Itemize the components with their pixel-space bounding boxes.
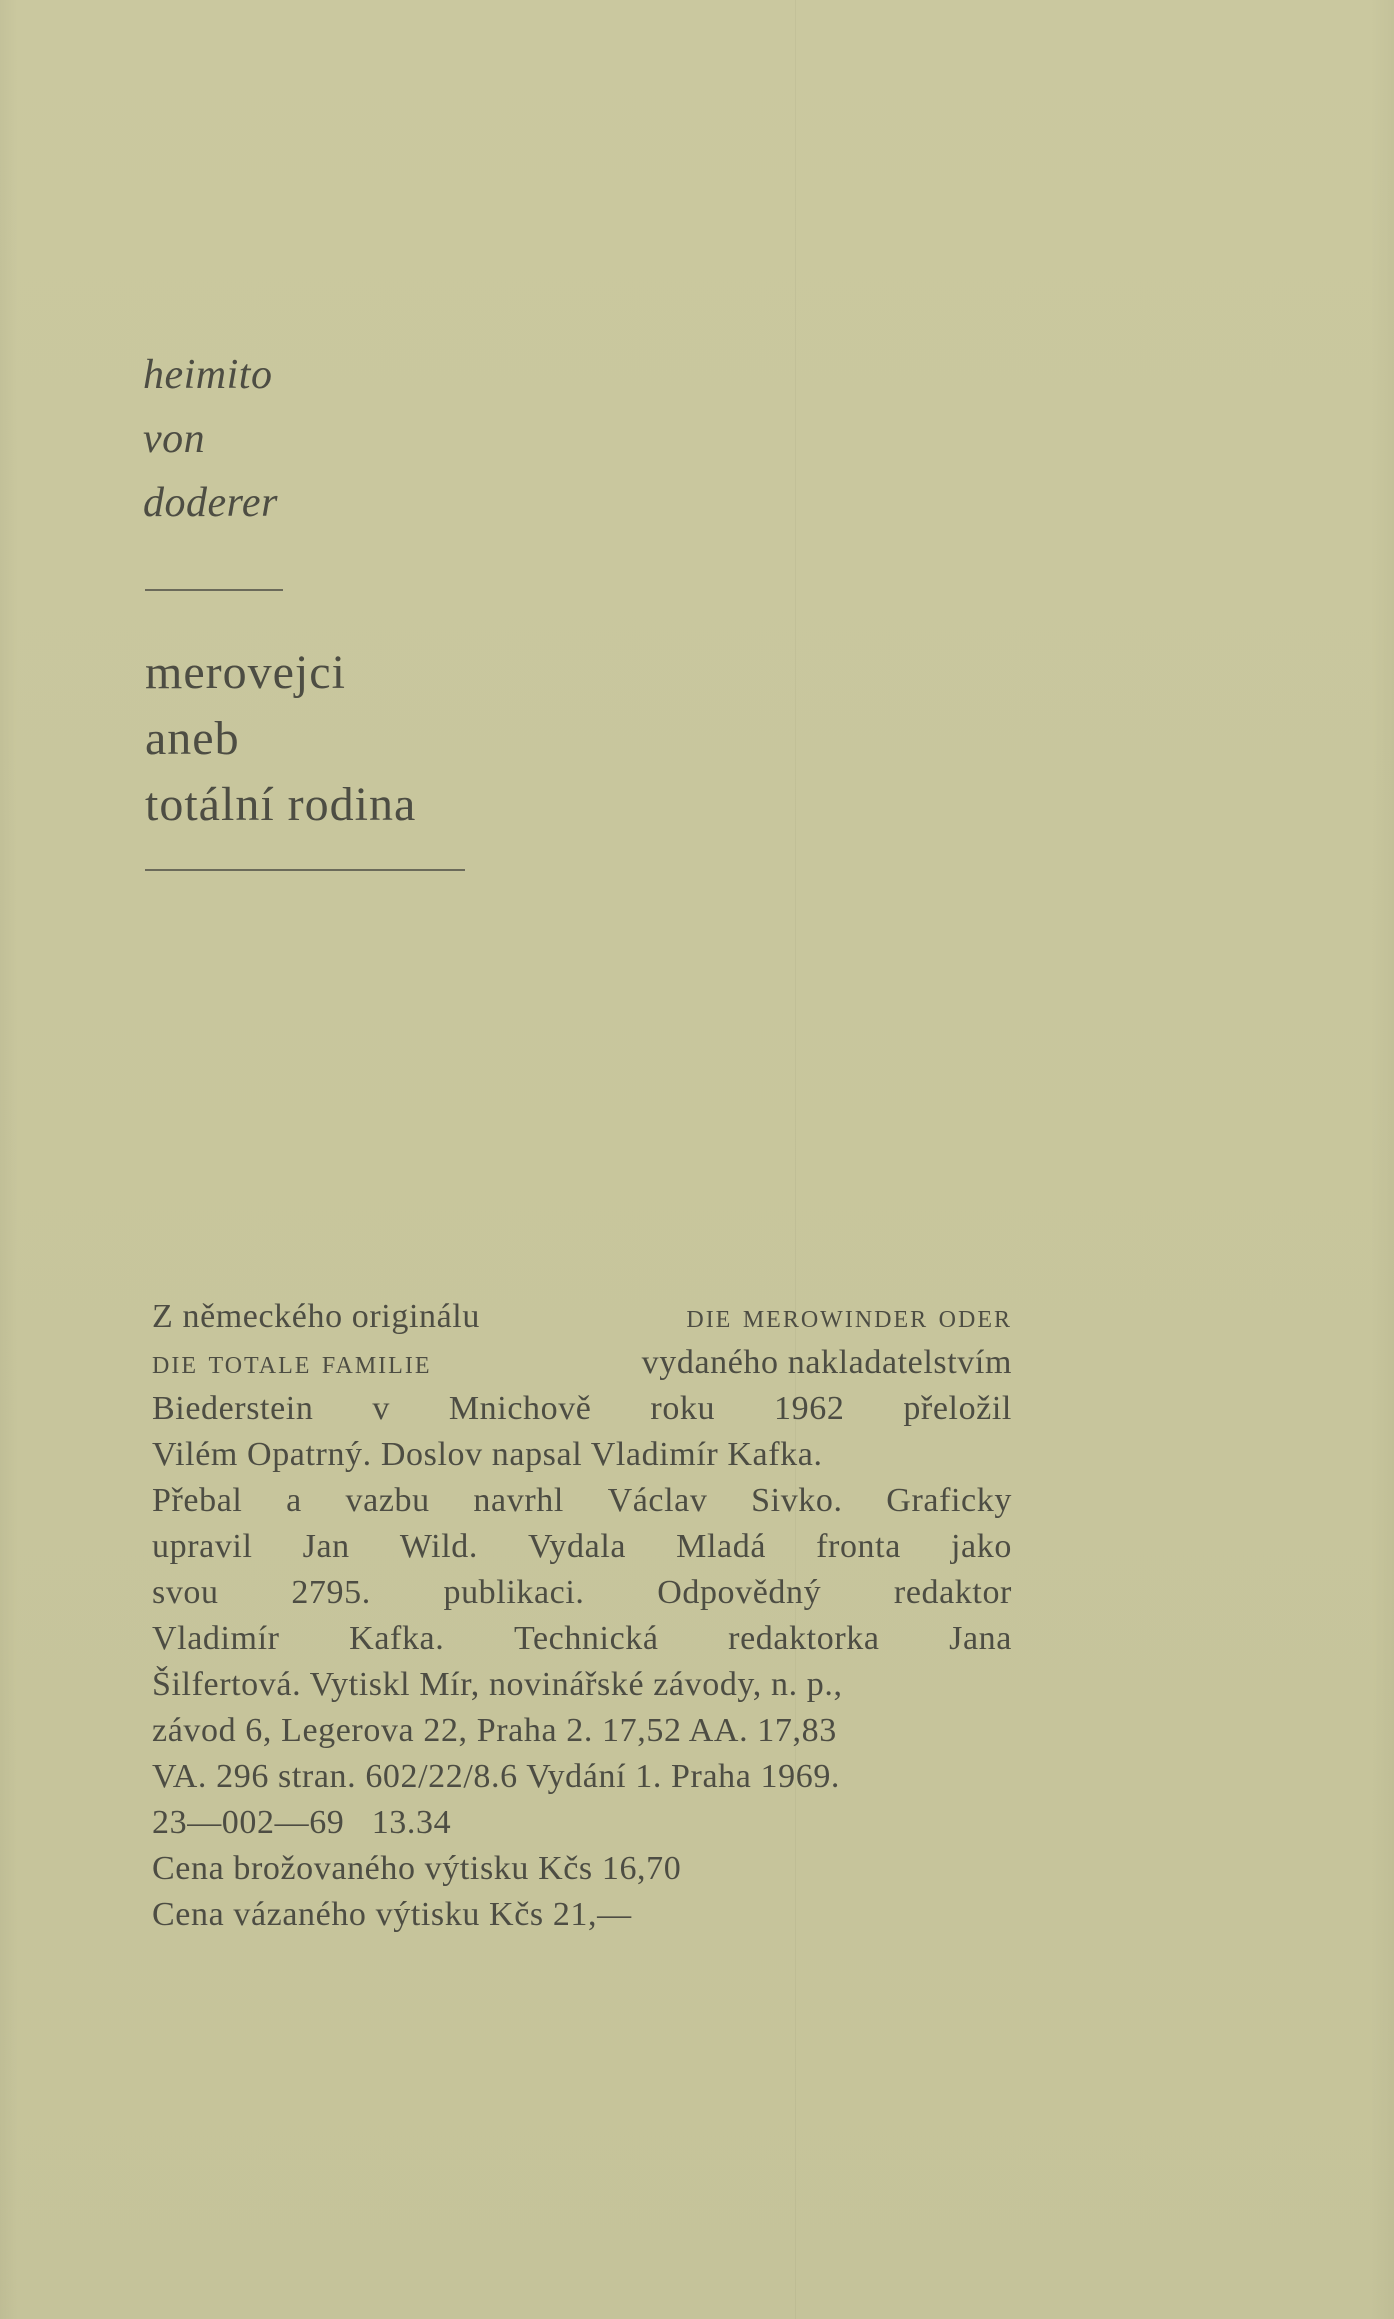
author-line-2: von	[143, 416, 206, 462]
colophon-line	[152, 1294, 1012, 1340]
colophon-line: závod 6, Legerova 22, Praha 2. 17,52 AA. 17,83	[152, 1712, 837, 1749]
word: fronta	[816, 1528, 901, 1565]
word: Technická	[513, 1620, 659, 1657]
book-title	[145, 640, 416, 838]
author-name	[143, 343, 278, 535]
colophon-line	[152, 1386, 1012, 1432]
paper-fold-line	[795, 0, 796, 2319]
colophon-line: VA. 296 stran. 602/22/8.6 Vydání 1. Praha 1969.	[152, 1758, 841, 1795]
word: Graficky	[886, 1482, 1012, 1519]
word: redaktorka	[728, 1620, 880, 1657]
original-title-part: die merowinder oder	[686, 1298, 1012, 1335]
word: upravil	[152, 1528, 253, 1565]
colophon-line: Vilém Opatrný. Doslov napsal Vladimír Kafka.	[152, 1436, 823, 1473]
word: v	[372, 1390, 390, 1427]
title-line-3: totální rodina	[145, 778, 417, 831]
colophon	[152, 1294, 1012, 1938]
colophon-line	[152, 1570, 1012, 1616]
word: redaktor	[893, 1574, 1012, 1611]
catalog-number-line: 23—002—69 13.34	[152, 1804, 452, 1841]
word: jako	[951, 1528, 1012, 1565]
word: Sivko.	[751, 1482, 843, 1519]
word: Václav	[607, 1482, 708, 1519]
word: 1962	[774, 1390, 845, 1427]
price-paperback-line: Cena brožovaného výtisku Kčs 16,70	[152, 1850, 682, 1887]
author-line-3: doderer	[143, 480, 278, 526]
colophon-text: Z německého originálu	[152, 1298, 480, 1335]
colophon-text: vydaného nakladatelstvím	[641, 1344, 1012, 1381]
word: Přebal	[152, 1482, 243, 1519]
word: vazbu	[345, 1482, 430, 1519]
word: svou	[152, 1574, 219, 1611]
title-line-2: aneb	[145, 712, 240, 765]
word: Mladá	[676, 1528, 767, 1565]
word: Odpovědný	[657, 1574, 822, 1611]
word: publikaci.	[443, 1574, 585, 1611]
colophon-line	[152, 1524, 1012, 1570]
price-hardcover-line: Cena vázaného výtisku Kčs 21,—	[152, 1896, 632, 1933]
word: 2795.	[291, 1574, 371, 1611]
colophon-line	[152, 1478, 1012, 1524]
original-title-part: die totale familie	[152, 1344, 432, 1381]
title-line-1: merovejci	[145, 646, 346, 699]
word: Kafka.	[349, 1620, 445, 1657]
word: navrhl	[473, 1482, 564, 1519]
separator-rule-long	[145, 869, 465, 871]
colophon-line	[152, 1616, 1012, 1662]
word: Wild.	[399, 1528, 478, 1565]
colophon-line: Šilfertová. Vytiskl Mír, novinářské závody, n. p.,	[152, 1666, 843, 1703]
author-line-1: heimito	[143, 352, 273, 398]
word: roku	[650, 1390, 716, 1427]
word: Jana	[949, 1620, 1012, 1657]
word: a	[286, 1482, 302, 1519]
word: přeložil	[903, 1390, 1012, 1427]
word: Biederstein	[152, 1390, 314, 1427]
word: Mnichově	[448, 1390, 592, 1427]
colophon-line	[152, 1340, 1012, 1386]
word: Vydala	[528, 1528, 627, 1565]
word: Vladimír	[152, 1620, 280, 1657]
separator-rule-short	[145, 589, 283, 591]
word: Jan	[302, 1528, 350, 1565]
